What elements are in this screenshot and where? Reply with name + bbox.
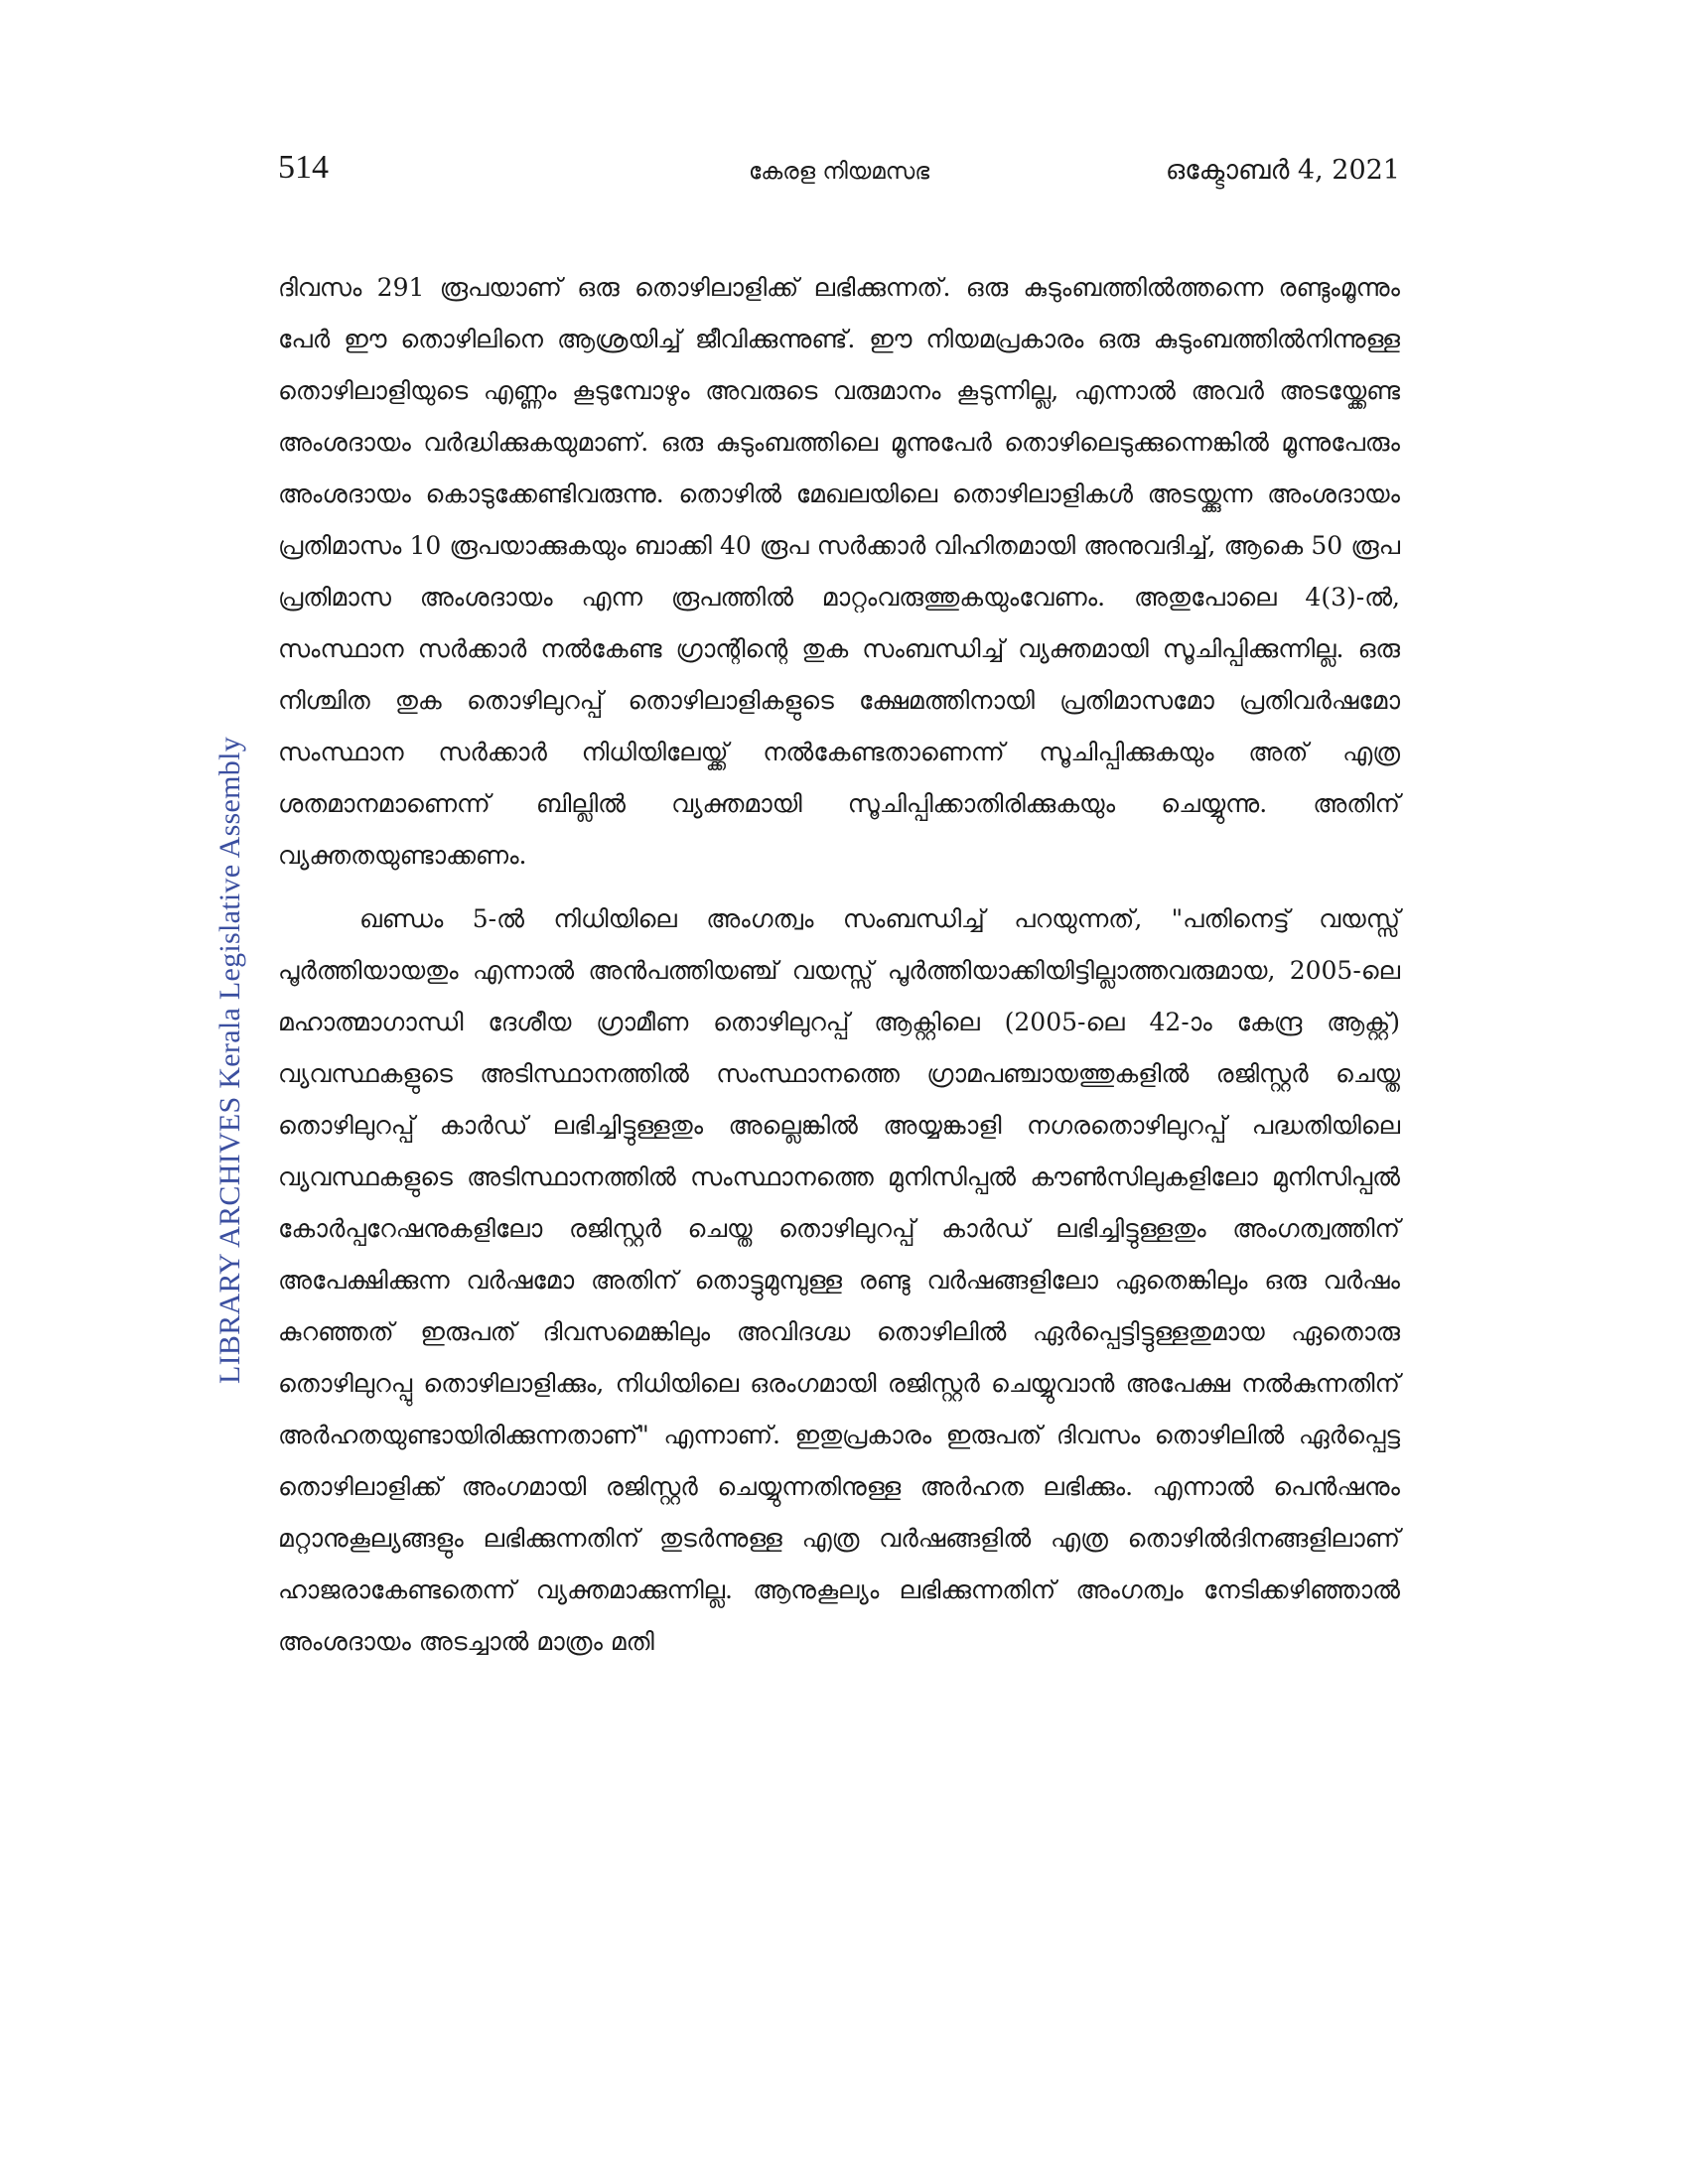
header-date: ഒക്ടോബർ 4, 2021 xyxy=(1165,155,1400,186)
paragraph-membership: ഖണ്ഡം 5-ൽ നിധിയിലെ അംഗത്വം സംബന്ധിച്ച് പറയുന്നത്, "പതിനെട്ട് വയസ്സ് പൂർത്തിയായതും എന്നാൽ അൻപത്തിയഞ്ച് വയസ്സ് പൂർത്തിയാക്കിയിട്ടില്ലാത്തവരുമായ, 2005-ലെ മഹാത്മാഗാന്ധി ദേശീയ ഗ്രാമീണ തൊഴിലുറപ്പ് ആക്റ്റിലെ (2005-ലെ 42-ാം കേന്ദ്ര ആക്റ്റ്) വ്യവസ്ഥകളുടെ അടിസ്ഥാനത്തിൽ സംസ്ഥാനത്തെ ഗ്രാമപഞ്ചായത്തുകളിൽ രജിസ്റ്റർ ചെയ്ത തൊഴിലുറപ്പ് കാർഡ് ലഭിച്ചിട്ടുള്ളതും അല്ലെങ്കിൽ അയ്യങ്കാളി നഗരതൊഴിലുറപ്പ് പദ്ധതിയിലെ വ്യവസ്ഥകളുടെ അടിസ്ഥാനത്തിൽ സംസ്ഥാനത്തെ മുനിസിപ്പൽ കൗൺസിലുകളിലോ മുനിസിപ്പൽ കോർപ്പറേഷനുകളിലോ രജിസ്റ്റർ ചെയ്ത തൊഴിലുറപ്പ് കാർഡ് ലഭിച്ചിട്ടുള്ളതും അംഗത്വത്തിന് അപേക്ഷിക്കുന്ന വർഷമോ അതിന് തൊട്ടുമുമ്പുള്ള രണ്ടു വർഷങ്ങളിലോ ഏതെങ്കിലും ഒരു വർഷം കുറഞ്ഞത് ഇരുപത് ദിവസമെങ്കിലും അവിദഗ്ദ്ധ തൊഴിലിൽ ഏർപ്പെട്ടിട്ടുള്ളതുമായ ഏതൊരു തൊഴിലുറപ്പു തൊഴിലാളിക്കും, നിധിയിലെ ഒരംഗമായി രജിസ്റ്റർ ചെയ്യുവാൻ അപേക്ഷ നൽകുന്നതിന് അർഹതയുണ്ടായിരിക്കുന്നതാണ്" എന്നാണ്. ഇതുപ്രകാരം ഇരുപത് ദിവസം തൊഴിലിൽ ഏർപ്പെട്ട തൊഴിലാളിക്ക് അംഗമായി രജിസ്റ്റർ ചെയ്യുന്നതിനുള്ള അർഹത ലഭിക്കും. എന്നാൽ പെൻഷനും മറ്റാനുകൂല്യങ്ങളും ലഭിക്കുന്നതിന് തുടർന്നുള്ള എത്ര വർഷങ്ങളിൽ എത്ര തൊഴിൽദിനങ്ങളിലാണ് ഹാജരാകേണ്ടതെന്ന് വ്യക്തമാക്കുന്നില്ല. ആനുകൂല്യം ലഭിക്കുന്നതിന് അംഗത്വം നേടിക്കഴിഞ്ഞാൽ അംശദായം അടച്ചാൽ മാത്രം മതി xyxy=(278,904,1400,1656)
page-number: 514 xyxy=(278,149,329,186)
paragraph-contribution: ദിവസം 291 രൂപയാണ് ഒരു തൊഴിലാളിക്ക് ലഭിക്കുന്നത്. ഒരു കുടുംബത്തിൽത്തന്നെ രണ്ടുംമൂന്നും പേർ ഈ തൊഴിലിനെ ആശ്രയിച്ച് ജീവിക്കുന്നുണ്ട്. ഈ നിയമപ്രകാരം ഒരു കുടുംബത്തിൽനിന്നുള്ള തൊഴിലാളിയുടെ എണ്ണം കൂടുമ്പോഴും അവരുടെ വരുമാനം കൂടുന്നില്ല, എന്നാൽ അവർ അടയ്ക്കേണ്ട അംശദായം വർദ്ധിക്കുകയുമാണ്. ഒരു കുടുംബത്തിലെ മൂന്നുപേർ തൊഴിലെടുക്കുന്നെങ്കിൽ മൂന്നുപേരും അംശദായം കൊടുക്കേണ്ടിവരുന്നു. തൊഴിൽ മേഖലയിലെ തൊഴിലാളികൾ അടയ്ക്കുന്ന അംശദായം പ്രതിമാസം 10 രൂപയാക്കുകയും ബാക്കി 40 രൂപ സർക്കാർ വിഹിതമായി അനുവദിച്ച്, ആകെ 50 രൂപ പ്രതിമാസ അംശദായം എന്ന രൂപത്തിൽ മാറ്റംവരുത്തുകയുംവേണം. അതുപോലെ 4(3)-ൽ, സംസ്ഥാന സർക്കാർ നൽകേണ്ട ഗ്രാന്റിന്റെ തുക സംബന്ധിച്ച് വ്യക്തമായി സൂചിപ്പിക്കുന്നില്ല. ഒരു നിശ്ചിത തുക തൊഴിലുറപ്പ് തൊഴിലാളികളുടെ ക്ഷേമത്തിനായി പ്രതിമാസമോ പ്രതിവർഷമോ സംസ്ഥാന സർക്കാർ നിധിയിലേയ്ക്ക് നൽകേണ്ടതാണെന്ന് സൂചിപ്പിക്കുകയും അത് എത്ര ശതമാനമാണെന്ന് ബില്ലിൽ വ്യക്തമായി സൂചിപ്പിക്കാതിരിക്കുകയും ചെയ്യുന്നു. അതിന് വ്യക്തതയുണ്ടാക്കണം. xyxy=(278,273,1400,870)
assembly-name: കേരള നിയമസഭ xyxy=(748,159,930,185)
page-header xyxy=(278,149,1400,199)
watermark-text: LIBRARY ARCHIVES Kerala Legislative Assembly xyxy=(213,736,246,1385)
body-text xyxy=(278,262,1400,1668)
